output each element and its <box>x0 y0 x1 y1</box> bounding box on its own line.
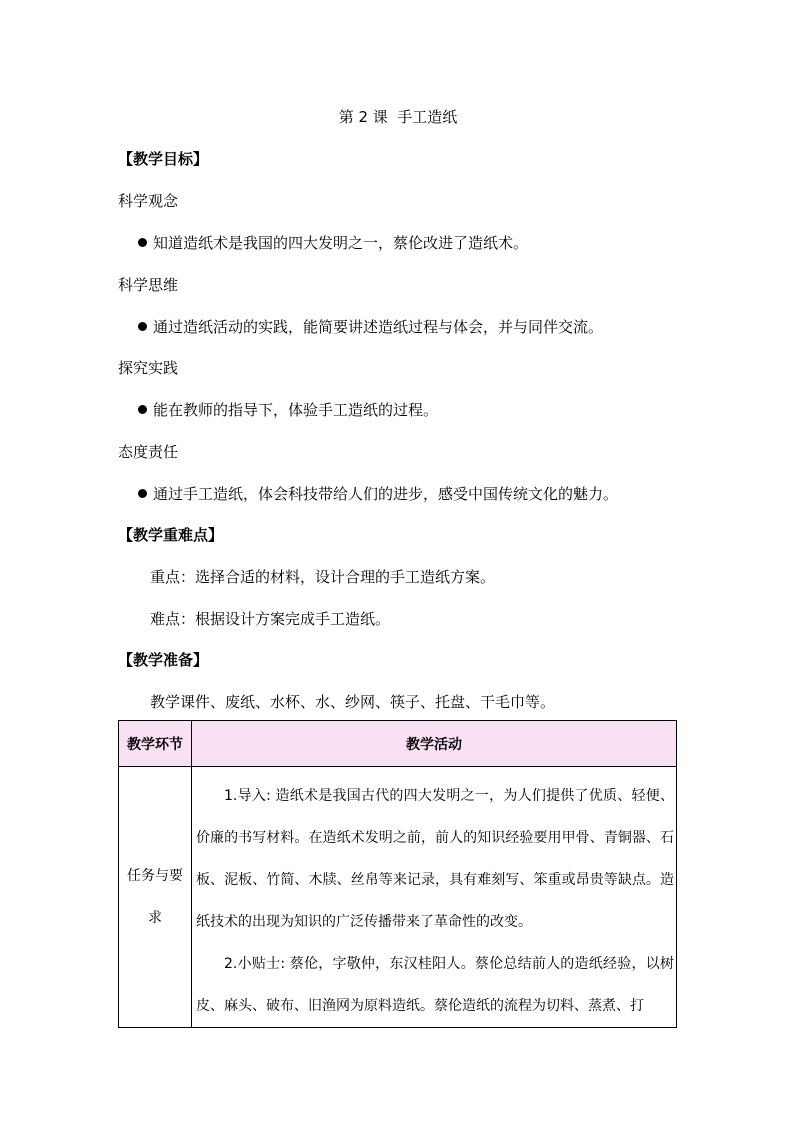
table-row <box>119 767 677 1028</box>
lesson-plan-table <box>118 720 677 1028</box>
header-activity: 教学活动 <box>192 721 677 767</box>
objectives-heading: 【教学目标】 <box>118 150 209 168</box>
objective-text: 通过造纸活动的实践，能简要讲述造纸过程与体会，并与同伴交流。 <box>153 318 604 336</box>
preparation-text: 教学课件、废纸、水杯、水、纱网、筷子、托盘、干毛巾等。 <box>150 693 556 711</box>
objective-category: 探究实践 <box>118 359 179 377</box>
objective-category: 科学观念 <box>118 192 179 210</box>
objective-text: 通过手工造纸，体会科技带给人们的进步，感受中国传统文化的魅力。 <box>153 485 619 503</box>
objective-text: 知道造纸术是我国的四大发明之一，蔡伦改进了造纸术。 <box>153 234 529 252</box>
bullet-dot-icon <box>138 489 147 498</box>
bullet-dot-icon <box>138 405 147 414</box>
objective-item <box>138 317 603 337</box>
objective-item <box>138 233 528 253</box>
objective-item <box>138 484 618 504</box>
bullet-dot-icon <box>138 238 147 247</box>
bullet-dot-icon <box>138 322 147 331</box>
preparation-heading: 【教学准备】 <box>118 651 209 669</box>
header-stage: 教学环节 <box>119 721 192 767</box>
stage-cell: 任务与要求 <box>119 767 192 1028</box>
lesson-title: 第 2 课 手工造纸 <box>338 108 458 126</box>
activity-cell <box>192 767 677 1028</box>
key-point-difficulty: 难点：根据设计方案完成手工造纸。 <box>150 610 391 628</box>
objective-item <box>138 400 438 420</box>
objective-category: 态度责任 <box>118 443 179 461</box>
objective-category: 科学思维 <box>118 276 179 294</box>
key-points-heading: 【教学重难点】 <box>118 526 224 544</box>
activity-paragraph: 1.导入: 造纸术是我国古代的四大发明之一，为人们提供了优质、轻便、价廉的书写材料。在造纸术发明之前，前人的知识经验要用甲骨、青铜器、石板、泥板、竹简、木牍、丝帛等来记录，具有难刻写、笨重或昂贵等缺点。造纸技术的出现为知识的广泛传播带来了革命性的改变。 <box>196 788 674 930</box>
table-header-row <box>119 721 677 767</box>
key-point-focus: 重点：选择合适的材料，设计合理的手工造纸方案。 <box>150 568 496 586</box>
objective-text: 能在教师的指导下，体验手工造纸的过程。 <box>153 401 439 419</box>
activity-paragraph: 2.小贴士: 蔡伦，字敬仲，东汉桂阳人。蔡伦总结前人的造纸经验，以树皮、麻头、破布、旧渔网为原料造纸。蔡伦造纸的流程为切料、蒸煮、打 <box>196 956 674 1014</box>
